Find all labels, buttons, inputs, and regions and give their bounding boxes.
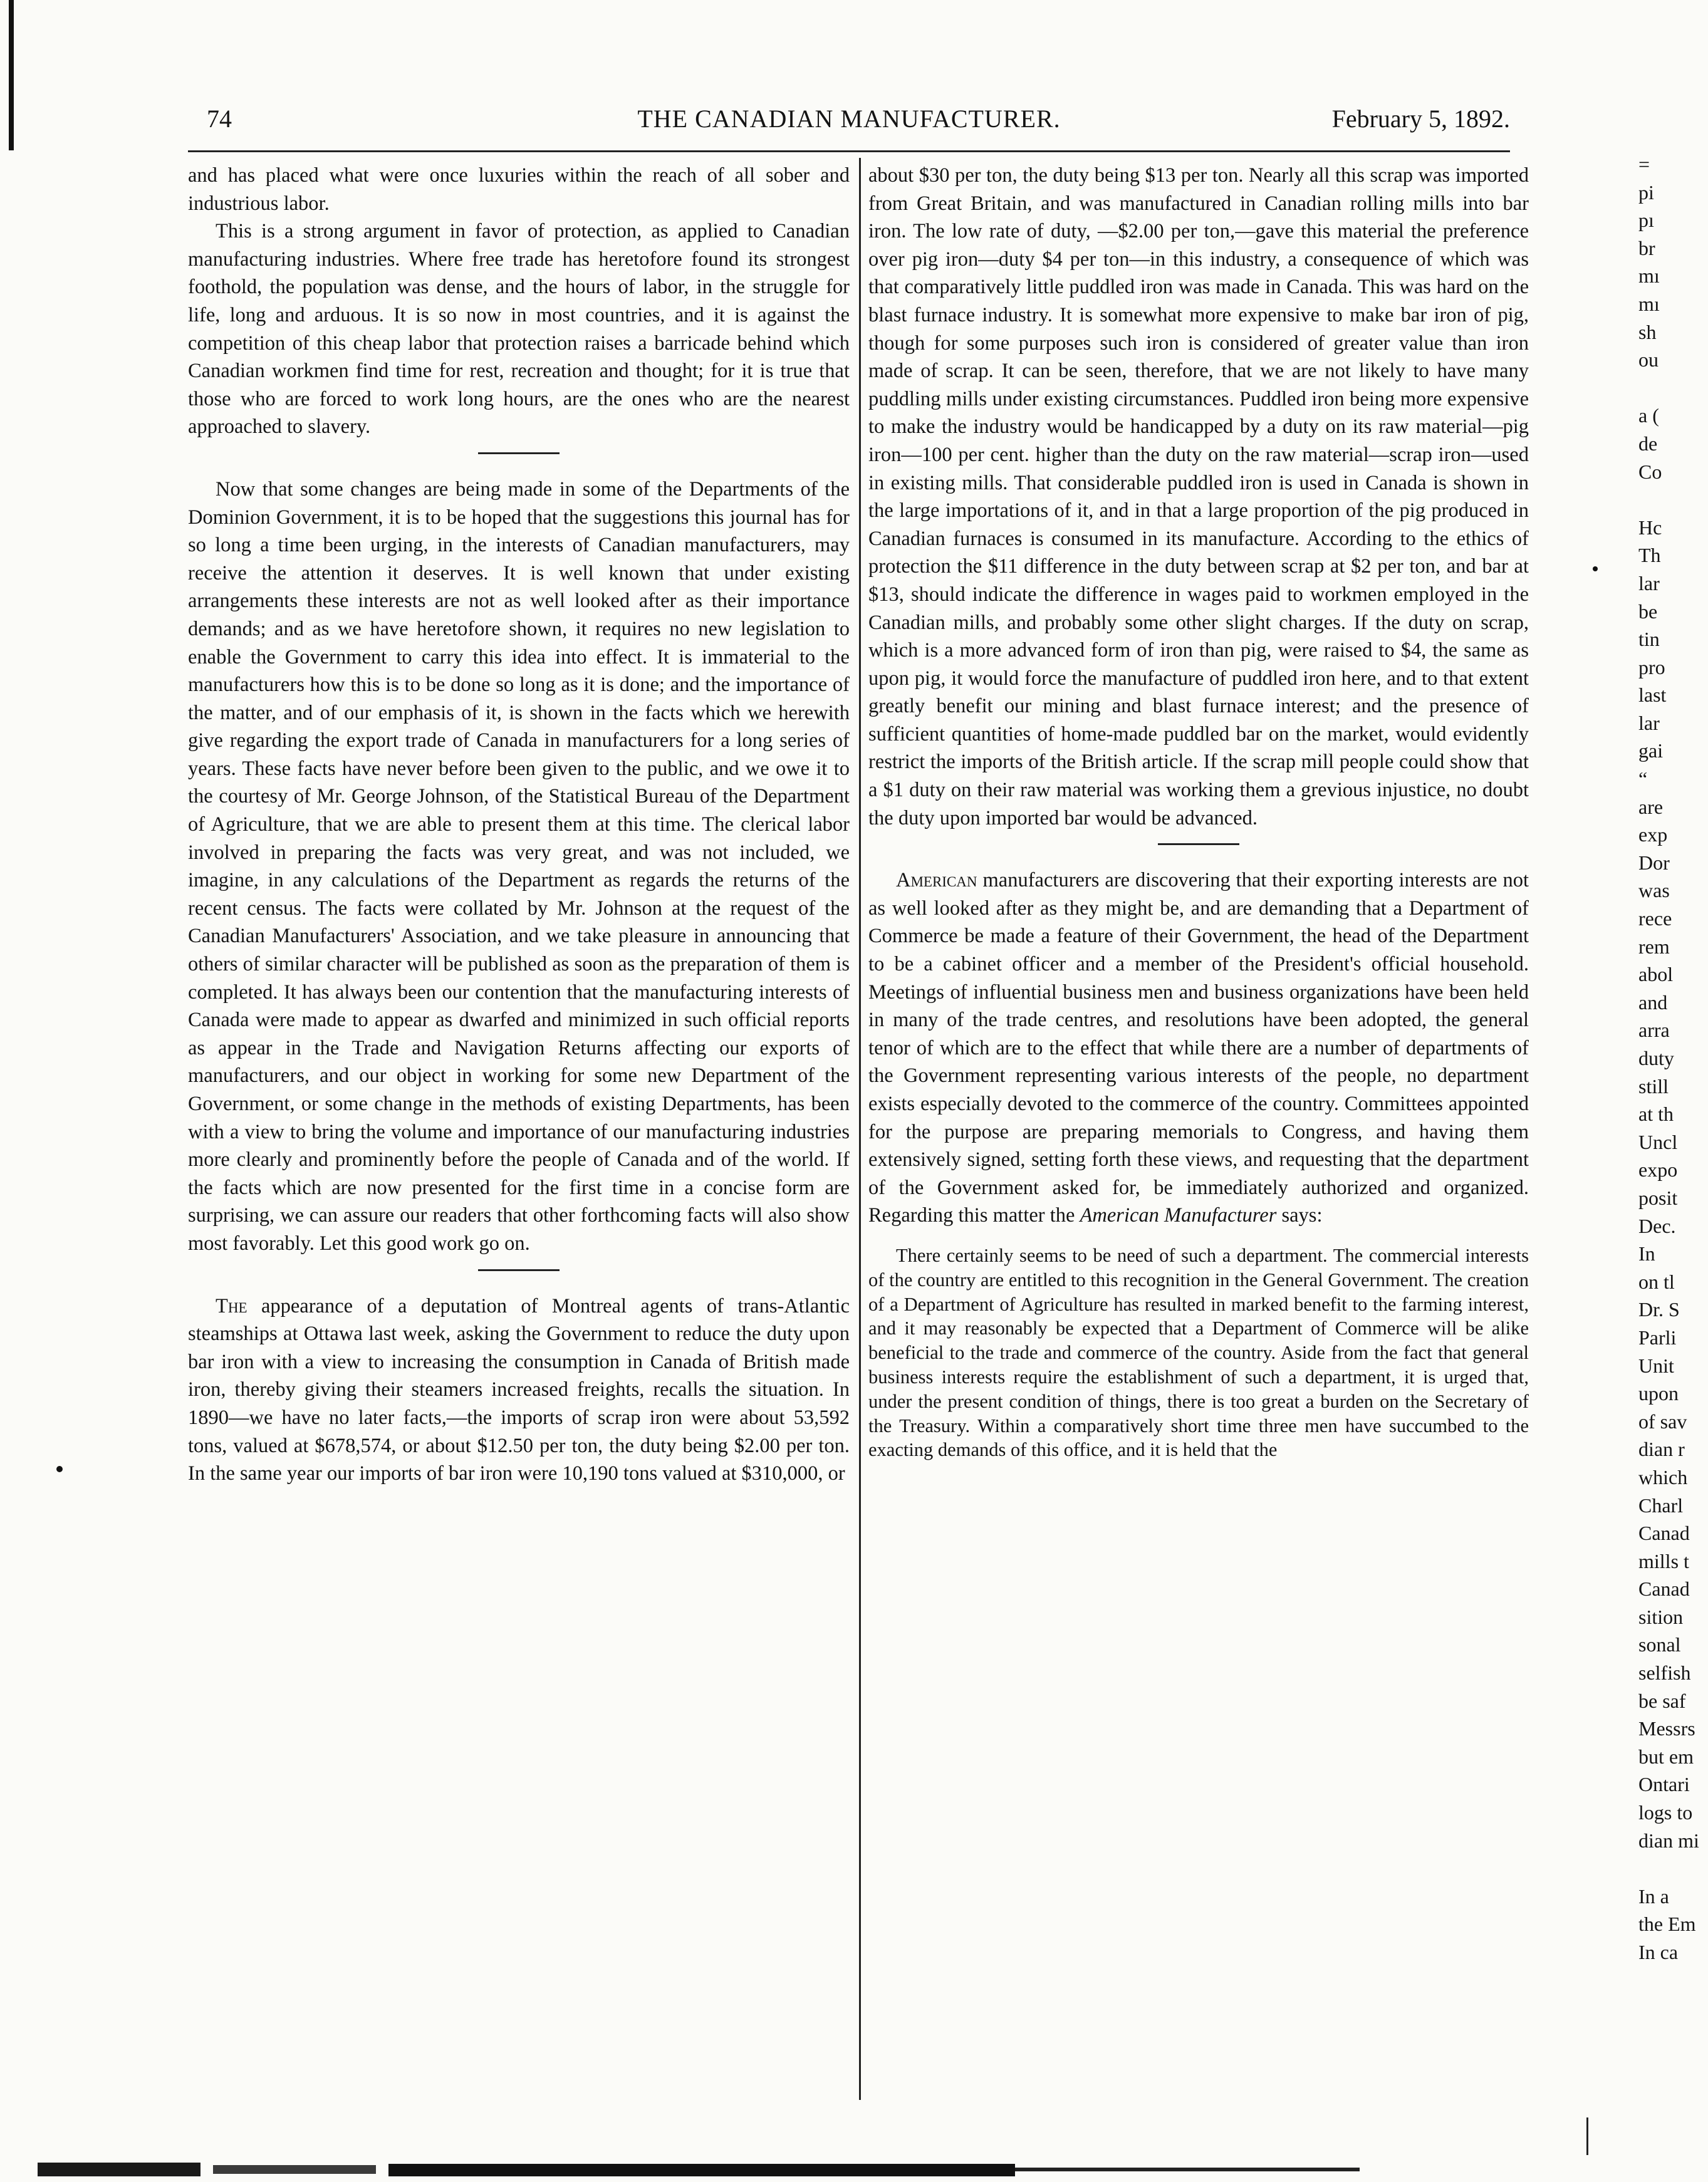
bleed-line: was [1638, 879, 1670, 902]
bleed-line: Dor [1638, 851, 1670, 874]
page-header [188, 100, 1510, 144]
bleed-line: pro [1638, 655, 1665, 678]
bleed-line: of sav [1638, 1410, 1687, 1433]
section-divider [1158, 843, 1239, 845]
bleed-line: posit [1638, 1186, 1678, 1209]
page-number: 74 [207, 105, 232, 133]
bleed-line: Th [1638, 544, 1661, 567]
bleed-line: sh [1638, 320, 1657, 343]
bleed-line: which [1638, 1465, 1688, 1488]
bleed-line: lar [1638, 571, 1660, 595]
bleed-line: Parli [1638, 1326, 1677, 1349]
bleed-line: sonal [1638, 1633, 1681, 1656]
bleed-line: still [1638, 1074, 1669, 1098]
header-rule [188, 150, 1510, 152]
bleed-line: Canad [1638, 1522, 1690, 1545]
article-paragraph: This is a strong argument in favor of protection, as applied to Canadian manufacturing industries. Where free trade has heretofore found its strongest foothold, the population was dense, and the hours of labor, in the struggle for life, long and arduous. It is so now in most countries, and it is against the competition of this cheap labor that protection raises a barricade behind which Canadian workmen find time for rest, recreation and thought; for it is true that those who are forced to work long hours, are the ones who are the nearest approached to slavery. [188, 220, 850, 439]
article-paragraph [868, 866, 1529, 1230]
bleed-line: sition [1638, 1605, 1684, 1628]
bleed-line: selfish [1638, 1661, 1691, 1685]
bleed-line: mı [1638, 264, 1660, 288]
scan-speck [56, 1466, 63, 1472]
bleed-line: gai [1638, 739, 1664, 762]
bleed-line: Dec. [1638, 1214, 1676, 1237]
binding-edge [9, 0, 14, 150]
bleed-line: be [1638, 600, 1658, 623]
bleed-line: Ontari [1638, 1773, 1690, 1796]
scan-speck [1593, 566, 1598, 571]
bleed-line: Co [1638, 460, 1662, 483]
bleed-line: ou [1638, 348, 1659, 371]
bleed-line: pı [1638, 209, 1654, 232]
bleed-line: = [1638, 153, 1650, 175]
quoted-passage: There certainly seems to be need of such a department. The commercial interests of the country are entitled to this recognition in the General Government. The creation of a Department of Agriculture has resulted in marked benefit to the farming interest, and it may reasonably be expected that a Department of Commerce will be alike beneficial to the trade and commerce of the country. Aside from the fact that general business interests require the establishment of such a department, it is urged that, under the present condition of things, there is too great a burden on the Secretary of the Treasury. Within a comparatively short time three men have succumbed to the exacting demands of this office, and it is held that the [868, 1244, 1529, 1461]
adjacent-page-bleed [1638, 150, 1708, 1966]
paragraph-text: says: [1281, 1204, 1323, 1227]
bleed-line: Unit [1638, 1354, 1674, 1377]
bleed-line [1638, 1854, 1708, 1883]
right-column [868, 162, 1529, 1462]
bleed-line: abol [1638, 963, 1674, 986]
bleed-line: upon [1638, 1382, 1679, 1405]
bleed-line: Messrs [1638, 1717, 1695, 1740]
bleed-line: In [1638, 1242, 1655, 1265]
bleed-line: dian r [1638, 1438, 1685, 1461]
bleed-line: In ca [1638, 1941, 1679, 1963]
issue-date: February 5, 1892. [1331, 105, 1510, 133]
bleed-line: “ [1638, 767, 1648, 791]
bleed-line: Hc [1638, 516, 1662, 539]
bleed-line: rece [1638, 907, 1672, 930]
bleed-line: the Em [1638, 1913, 1696, 1936]
paragraph-text: appearance of a deputation of Montreal agents of trans-Atlantic steamships at Ottawa last week, asking the Government to reduce the duty upon bar iron with a view to increasing the consumption in Canada of British made iron, thereby giving their steamers increased freights, recalls the situation. In 1890—we have no later facts,—the imports of scrap iron were about 53,592 tons, valued at $678,574, or about $12.50 per ton, the duty being $2.00 per ton. In the same year our imports of bar iron were 10,190 tons valued at $310,000, or [188, 1294, 850, 1485]
bleed-line [1638, 486, 1708, 514]
bleed-line: a ( [1638, 404, 1659, 427]
bleed-line: but em [1638, 1745, 1694, 1768]
section-divider [478, 1269, 560, 1271]
article-paragraph: and has placed what were once luxuries within the reach of all sober and industrious labor. [188, 164, 850, 215]
bleed-line: last [1638, 683, 1667, 707]
page-fold-mark [1586, 2117, 1588, 2155]
article-paragraph: about $30 per ton, the duty being $13 per ton. Nearly all this scrap was imported from Great Britain, and was manufactured in Canadian rolling mills into bar iron. The low rate of duty, —$2.00 per ton,—gave this material the preference over pig iron—duty $4 per ton—in this industry, a consequence of which was that comparatively little puddled iron was made in Canada. This was hard on the blast furnace industry. It is somewhat more expensive to make bar iron of pig, though for some purposes such iron is considered of greater value than iron made of scrap. It can be seen, therefore, that we are not likely to have many puddling mills under existing circumstances. Puddled iron being more expensive to make the industry would be handicapped by a duty on its raw material—pig iron—100 per cent. higher than the duty on the raw material—scrap iron—used in existing mills. That considerable puddled iron is used in Canada is shown in the large importations of it, and in that a large proportion of the pig produced in Canadian furnaces is consumed in its manufacture. According to the ethics of protection the $11 difference in the duty between scrap at $2 per ton, and bar at $13, should indicate the difference in wages paid to workmen employed in the Canadian mills, and probably some other slight charges. If the duty on scrap, which is a more advanced form of iron than pig, were raised to $4, the same as upon pig, it would force the manufacture of puddled iron here, and to that extent greatly benefit our mining and blast furnace interest; and the presence of sufficient quantities of home-made puddled bar on the market, would evidently restrict the imports of the British article. If the scrap mill people could show that a $1 duty on their raw material was working them a grevious injustice, no doubt the duty upon imported bar would be advanced. [868, 164, 1529, 829]
bleed-line: arra [1638, 1019, 1670, 1042]
bleed-line: Charl [1638, 1494, 1684, 1517]
bleed-line: lar [1638, 711, 1660, 734]
bleed-line: logs to [1638, 1801, 1693, 1824]
bleed-line: In a [1638, 1884, 1669, 1908]
paragraph-text: manufacturers are discovering that their exporting interests are not as well looked after as they might be, and are demanding that a Department of Commerce be made a feature of their Government, the head of the Department to be a cabinet officer and a member of the President's official household. Meetings of influential business men and business organizations have been held in many of the trade centres, and resolutions have been adopted, the general tenor of which are to the effect that while there are a number of departments of the Government representing various interests of the people, no department exists especially devoted to the commerce of the country. Committees appointed for the purpose are preparing memorials to Congress, and having them extensively signed, setting forth these views, and requesting that the department of the Government asked for, be immediately authorized and organized. Regarding this matter the [868, 869, 1529, 1227]
bleed-line: at th [1638, 1103, 1674, 1126]
bleed-line: mı [1638, 292, 1660, 315]
section-divider [478, 452, 560, 454]
journal-title: THE CANADIAN MANUFACTURER. [637, 105, 1061, 133]
article-paragraph: Now that some changes are being made in some of the Departments of the Dominion Government, it is to be hoped that the suggestions this journal has for so long a time been urging, in the interests of Canadian manufacturers, may receive the attention it deserves. It is well known that under existing arrangements these interests are not as well looked after as their importance demands; and as we have heretofore shown, it requires no new legislation to enable the Government to carry this idea into effect. It is immaterial to the manufacturers how this is to be done so long as it is done; and the importance of the matter, and of our emphasis of it, is shown in the facts which we herewith give regarding the export trade of Canada in manufacturers for a long series of years. These facts have never before been given to the public, and we owe it to the courtesy of Mr. George Johnson, of the Statistical Bureau of the Department of Agriculture, that we are able to present them at this time. The clerical labor involved in preparing the facts was very great, and was not included, we imagine, in any calculations of the Department as regards the returns of the recent census. The facts were collated by Mr. Johnson at the request of the Canadian Manufacturers' Association, and we take pleasure in announcing that others of similar character will be published as soon as the preparation of them is completed. It has always been our contention that the manufacturing interests of Canada were made to appear as dwarfed and minimized in such official reports as appear in the Trade and Navigation Returns affecting our exports of manufacturers, and our object in working for some new Department of the Government, or some change in the methods of existing Departments, has been with a view to bring the volume and importance of our manufacturing industries more clearly and prominently before the people of Canada and of the world. If the facts which are now presented for the first time in a concise form are surprising, we can assure our readers that other forthcoming facts will also show most favorably. Let this good work go on. [188, 477, 850, 1255]
scan-edge-strip [38, 2156, 1360, 2179]
bleed-line: on tl [1638, 1270, 1675, 1293]
bleed-line: Dr. S [1638, 1298, 1680, 1321]
bleed-line: expo [1638, 1158, 1678, 1182]
bleed-line: Uncl [1638, 1130, 1678, 1153]
bleed-line: are [1638, 795, 1664, 818]
bleed-line: rem [1638, 935, 1670, 958]
bleed-line: duty [1638, 1047, 1674, 1069]
bleed-line: pi [1638, 180, 1654, 204]
left-column [188, 162, 850, 1488]
bleed-line [1638, 374, 1708, 402]
article-paragraph [188, 1292, 850, 1488]
bleed-line: tin [1638, 628, 1660, 651]
lead-word: The [216, 1294, 247, 1317]
source-title: American Manufacturer [1080, 1204, 1277, 1227]
bleed-line: dian mi [1638, 1829, 1699, 1852]
bleed-line: br [1638, 236, 1655, 259]
bleed-line: and [1638, 990, 1668, 1014]
column-rule [859, 158, 861, 2100]
bleed-line: mills t [1638, 1549, 1689, 1572]
bleed-line: exp [1638, 823, 1668, 846]
lead-word: American [896, 869, 977, 892]
bleed-line: Canad [1638, 1577, 1690, 1601]
bleed-line: be saf [1638, 1689, 1686, 1712]
bleed-line: de [1638, 432, 1658, 455]
